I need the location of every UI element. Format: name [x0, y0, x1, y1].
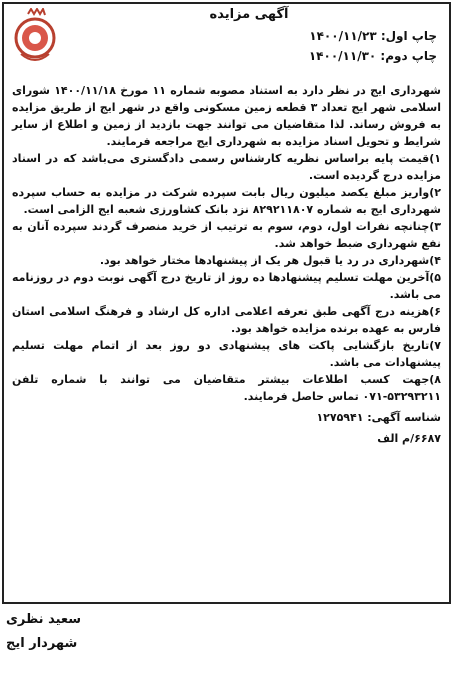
notice-item: ۷)تاریخ بازگشایی پاکت های پیشنهادی دو روز بعد از اتمام مهلت تسلیم پیشنهادات می باشد. — [12, 339, 441, 369]
print-dates — [309, 26, 437, 66]
print-date-first: چاپ اول: ۱۴۰۰/۱۱/۲۳ — [309, 29, 437, 43]
notice-title: آگهی مزایده — [209, 7, 289, 22]
notice-item: ۴)شهرداری در رد یا قبول هر یک از پیشنهادها مختار خواهد بود. — [99, 254, 441, 267]
ad-id: شناسه آگهی: ۱۲۷۵۹۴۱ — [316, 411, 441, 424]
notice-intro: شهرداری ایج در نظر دارد به استناد مصوبه شماره ۱۱ مورخ ۱۴۰۰/۱۱/۱۸ شورای اسلامی شهر ایج تعداد ۳ قطعه زمین مسکونی واقع در شهر ایج از طریق مزایده به فروش رساند. لذا متقاضیان می توانند جهت بازدید از زمین و اطلاع از سایر شرایط و تحویل اسناد مزایده به شهرداری ایج مراجعه فرمایند. — [12, 84, 441, 148]
signature-block — [6, 608, 81, 656]
notice-frame — [2, 2, 451, 604]
pomegranate-logo-icon — [12, 8, 58, 68]
notice-item: ۲)واریز مبلغ یکصد میلیون ریال بابت سپرده شرکت در مزایده به حساب سپرده شهرداری ایج به شماره ۸۲۹۲۱۱۸۰۷ نزد بانک کشاورزی شعبه ایج الزامی است. — [12, 186, 441, 216]
notice-item: ۵)آخرین مهلت تسلیم پیشنهادها ده روز از تاریخ درج آگهی نوبت دوم در روزنامه می باشد. — [12, 271, 441, 301]
notice-item: ۶)هزینه درج آگهی طبق تعرفه اعلامی اداره کل ارشاد و فرهنگ اسلامی استان فارس به عهده برنده مزایده خواهد بود. — [12, 305, 441, 335]
signer-role: شهردار ایج — [6, 636, 78, 651]
print-date-second: چاپ دوم: ۱۴۰۰/۱۱/۳۰ — [308, 49, 437, 63]
signer-name: سعید نظری — [6, 612, 82, 627]
notice-item: ۸)جهت کسب اطلاعات بیشتر متقاضیان می توانند با شماره تلفن ۵۳۲۹۳۲۱۱-۰۷۱ تماس حاصل فرمایند. — [12, 373, 441, 403]
notice-item: ۱)قیمت پایه براساس نظریه کارشناس رسمی دادگستری می‌باشد که در اسناد مزایده درج گردیده است. — [12, 152, 441, 182]
notice-body — [12, 82, 441, 447]
ad-ref: ۶۶۸۷/م الف — [377, 432, 441, 445]
notice-item: ۳)چنانچه نفرات اول، دوم، سوم به ترتیب از خرید منصرف گردند سپرده آنان به نفع شهرداری ضبط خواهد شد. — [12, 220, 441, 250]
